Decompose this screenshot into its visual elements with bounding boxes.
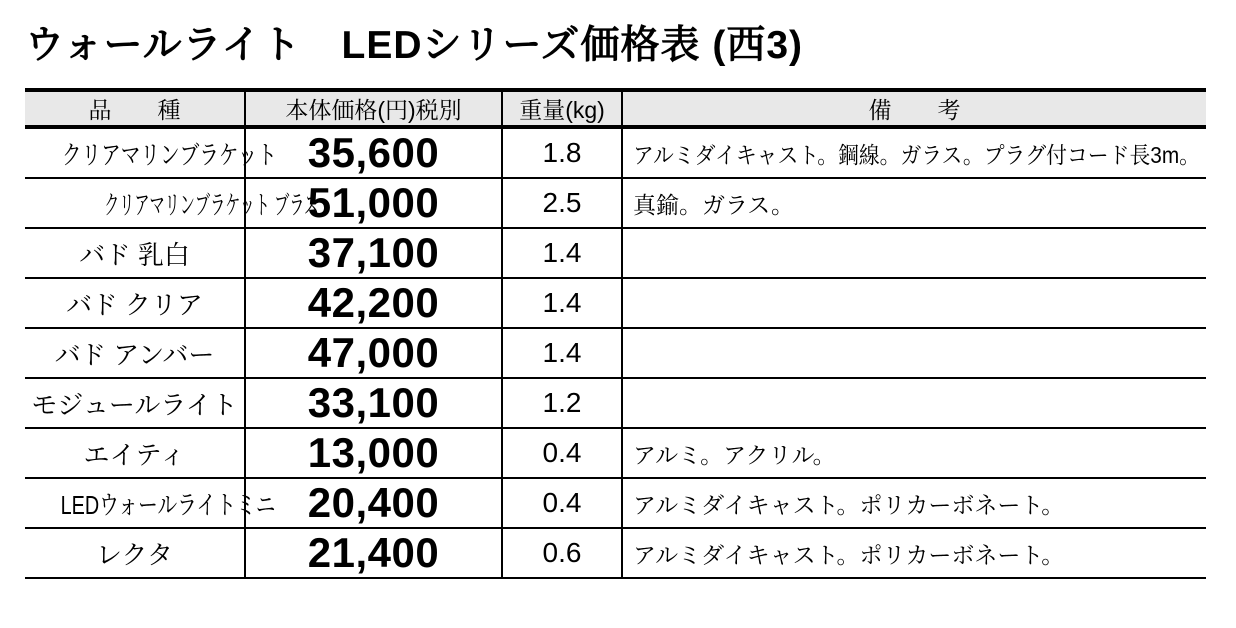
item-weight: 1.4 xyxy=(542,287,582,318)
item-remarks-cell xyxy=(622,228,1206,278)
item-remarks: アルミダイキャスト。ポリカーボネート。 xyxy=(633,491,1065,518)
table-row xyxy=(25,228,1206,278)
item-remarks-cell xyxy=(622,428,1206,478)
item-name-cell xyxy=(25,428,245,478)
item-name-cell xyxy=(25,478,276,528)
item-price-cell xyxy=(245,127,502,178)
item-weight: 2.5 xyxy=(542,187,582,218)
table-body xyxy=(25,127,1206,578)
item-price-cell xyxy=(245,228,502,278)
item-remarks: アルミ。アクリル。 xyxy=(633,441,836,468)
item-weight: 0.6 xyxy=(542,537,582,568)
item-weight-cell xyxy=(502,178,622,228)
item-name: クリアマリンブラケット ブラス xyxy=(104,189,320,220)
item-name: クリアマリンブラケット xyxy=(61,139,277,170)
item-weight-cell xyxy=(502,228,622,278)
item-name: バド 乳白 xyxy=(79,239,190,270)
item-weight: 1.4 xyxy=(542,237,582,268)
item-weight-cell xyxy=(502,378,622,428)
item-remarks: アルミダイキャスト。鋼線。ガラス。プラグ付コード長3m。 xyxy=(633,141,1200,168)
item-weight-cell xyxy=(502,428,622,478)
item-name: LEDウォールライトミニ xyxy=(60,489,276,520)
item-remarks-cell xyxy=(622,127,1206,178)
item-remarks-cell xyxy=(622,378,1206,428)
item-price-cell xyxy=(245,278,502,328)
item-name-cell xyxy=(25,378,245,428)
table-row xyxy=(25,378,1206,428)
table-row xyxy=(25,328,1206,378)
table-row xyxy=(25,278,1206,328)
item-name-cell xyxy=(25,127,277,178)
item-price-cell xyxy=(245,378,502,428)
table-row xyxy=(25,528,1206,578)
item-remarks: アルミダイキャスト。ポリカーボネート。 xyxy=(633,541,1065,568)
page-title: ウォールライト LEDシリーズ価格表 (西3) xyxy=(25,24,804,67)
item-weight: 1.4 xyxy=(542,337,582,368)
item-name: エイティ xyxy=(83,439,186,470)
item-remarks-cell xyxy=(622,478,1206,528)
item-name-cell xyxy=(25,528,245,578)
item-price: 37,100 xyxy=(307,229,440,276)
item-weight-cell xyxy=(502,478,622,528)
item-name: モジュールライト xyxy=(31,389,238,420)
item-remarks: 真鍮。ガラス。 xyxy=(633,191,794,218)
item-remarks-cell xyxy=(622,328,1206,378)
item-price: 47,000 xyxy=(307,329,440,376)
item-name: レクタ xyxy=(96,539,173,570)
item-name-cell xyxy=(25,178,320,228)
item-price-cell xyxy=(245,328,502,378)
item-remarks-cell xyxy=(622,178,1206,228)
item-weight-cell xyxy=(502,528,622,578)
item-weight: 1.8 xyxy=(542,137,582,168)
item-price: 51,000 xyxy=(307,179,440,226)
item-price: 13,000 xyxy=(307,429,440,476)
item-price-cell xyxy=(245,478,502,528)
item-remarks-cell xyxy=(622,528,1206,578)
item-weight: 1.2 xyxy=(542,387,582,418)
item-weight-cell xyxy=(502,328,622,378)
item-price: 20,400 xyxy=(307,479,440,526)
item-price: 42,200 xyxy=(307,279,440,326)
item-price: 21,400 xyxy=(307,529,440,576)
col-header-weight: 重量(kg) xyxy=(502,90,622,127)
table-row xyxy=(25,428,1206,478)
col-header-item: 品 種 xyxy=(25,90,245,127)
item-weight-cell xyxy=(502,127,622,178)
item-name: バド クリア xyxy=(66,289,203,320)
item-name-cell xyxy=(25,228,245,278)
item-weight: 0.4 xyxy=(542,437,582,468)
item-name-cell xyxy=(25,328,245,378)
table-row xyxy=(25,178,1206,228)
item-remarks-cell xyxy=(622,278,1206,328)
col-header-price: 本体価格(円)税別 xyxy=(245,90,502,127)
price-table xyxy=(25,88,1206,579)
item-price-cell xyxy=(245,528,502,578)
item-price-cell xyxy=(245,428,502,478)
col-header-remarks: 備 考 xyxy=(622,90,1206,127)
item-price: 35,600 xyxy=(307,129,440,176)
item-weight: 0.4 xyxy=(542,487,582,518)
table-header-row xyxy=(25,90,1206,127)
table-row xyxy=(25,478,1206,528)
table-row xyxy=(25,127,1206,178)
item-price: 33,100 xyxy=(307,379,440,426)
item-weight-cell xyxy=(502,278,622,328)
item-name: バド アンバー xyxy=(54,339,215,370)
item-name-cell xyxy=(25,278,245,328)
